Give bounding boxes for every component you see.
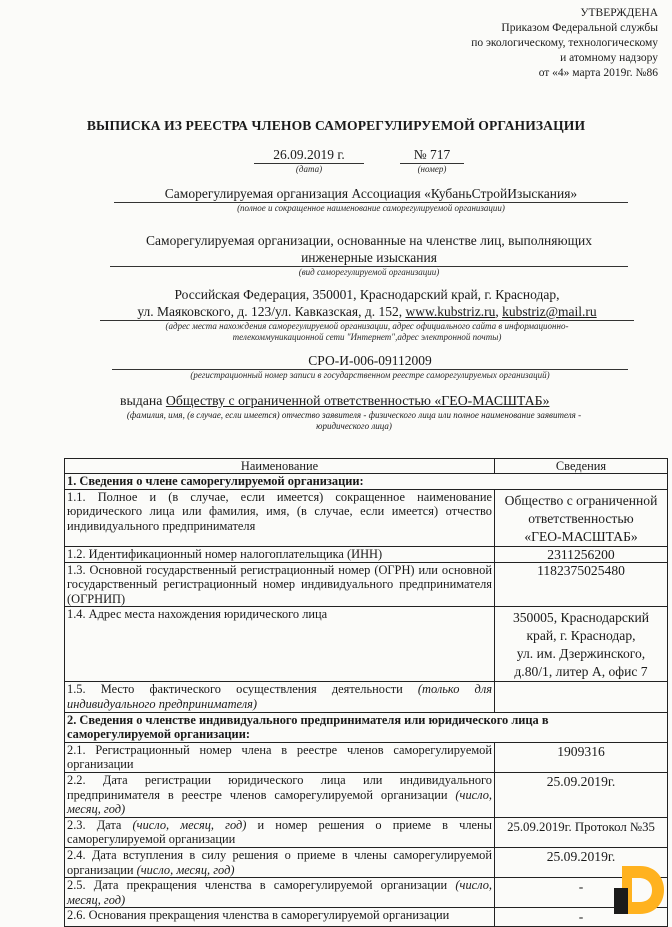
row-value-2-6: - <box>495 908 668 927</box>
document-title: ВЫПИСКА ИЗ РЕЕСТРА ЧЛЕНОВ САМОРЕГУЛИРУЕМОЙ ОРГАНИЗАЦИИ <box>86 118 586 133</box>
registry-number-field <box>112 352 628 381</box>
org-address-street: ул. Маяковского, д. 123/ул. Кавказская, д. 152, <box>137 304 403 319</box>
row-label-text: 2.5. Дата прекращения членства в саморегулируемой организации <box>67 878 448 893</box>
org-name: Саморегулируемая организация Ассоциация «КубаньСтройИзыскания» <box>114 185 628 203</box>
row-label-text: и номер решения о приеме в члены саморегулируемой организации <box>67 817 492 847</box>
row-label-2-4 <box>65 847 495 877</box>
row-value-1-4 <box>495 607 668 682</box>
row-label-note: (число, месяц, год) <box>132 817 247 832</box>
table-row <box>65 772 668 817</box>
member-info-table <box>64 458 668 927</box>
date-field <box>254 146 364 175</box>
row-label-1-3: 1.3. Основной государственный регистрационный номер (ОГРН) или основной государственный регистрационный номер индивидуального предпринимателя (ОГРНИП) <box>65 562 495 607</box>
approval-line: УТВЕРЖДЕНА <box>580 7 658 19</box>
number-caption: (номер) <box>417 164 447 174</box>
table-row <box>65 878 668 908</box>
row-label-text: 2.4. Дата вступления в силу решения о приеме в члены саморегулируемой организации <box>67 847 492 877</box>
row-label-1-5 <box>65 682 495 712</box>
row-value-1-1 <box>495 489 668 546</box>
org-type-caption: (вид саморегулируемой организации) <box>298 267 440 277</box>
org-address-caption-2: телекоммуникационной сети "Интернет",адрес электронной почты) <box>232 332 502 342</box>
org-address-caption-1: (адрес места нахождения саморегулируемой организации, адрес официального сайта в информационно- <box>165 321 569 331</box>
org-name-field <box>114 185 628 214</box>
extract-number: № 717 <box>400 146 464 164</box>
approval-line: и атомному надзору <box>560 52 658 64</box>
row-label-2-2 <box>65 772 495 817</box>
row-label-1-1: 1.1. Полное и (в случае, если имеется) сокращенное наименование юридического лица или фамилия, имя, (в случае, если имеется) отчество индивидуального предпринимателя <box>65 489 495 546</box>
table-row <box>65 489 668 546</box>
row-label-2-5 <box>65 878 495 908</box>
issued-caption-line2: юридического лица) <box>316 421 392 431</box>
row-value-2-3: 25.09.2019г. Протокол №35 <box>495 817 668 847</box>
org-address-line1: Российская Федерация, 350001, Краснодарский край, г. Краснодар, <box>174 287 560 302</box>
column-header-info: Сведения <box>495 459 668 474</box>
table-row <box>65 817 668 847</box>
row-label-note: (число, месяц, год) <box>136 862 235 877</box>
value-line: ответственностью <box>528 510 634 526</box>
issued-prefix: выдана <box>120 393 163 408</box>
row-value-2-2: 25.09.2019г. <box>495 772 668 817</box>
approval-stamp <box>471 6 658 81</box>
approval-line: по экологическому, технологическому <box>471 37 658 49</box>
registry-number: СРО-И-006-09112009 <box>112 352 628 370</box>
row-value-2-1: 1909316 <box>495 742 668 772</box>
org-address-field <box>100 286 634 343</box>
org-name-caption: (полное и сокращенное наименование саморегулируемой организации) <box>237 203 505 213</box>
column-header-name: Наименование <box>65 459 495 474</box>
table-row <box>65 742 668 772</box>
org-type-line2: инженерные изыскания <box>110 249 628 267</box>
org-address-line2: ул. Маяковского, д. 123/ул. Кавказская, д. 152, www.kubstriz.ru, kubstriz@mail.ru <box>100 303 634 321</box>
orange-d-logo-icon <box>612 858 668 916</box>
issued-caption <box>86 410 622 432</box>
row-label-1-2: 1.2. Идентификационный номер налогоплательщика (ИНН) <box>65 546 495 562</box>
row-label-text: 1.5. Место фактического осуществления деятельности <box>67 682 403 697</box>
row-value-2-5: - <box>495 878 668 908</box>
row-label-1-4: 1.4. Адрес места нахождения юридического лица <box>65 607 495 682</box>
row-label-text: 2.3. Дата <box>67 817 122 832</box>
table-row <box>65 682 668 712</box>
row-value-1-2: 2311256200 <box>495 546 668 562</box>
number-field <box>400 146 464 175</box>
value-line: 350005, Краснодарский <box>512 610 650 626</box>
row-label-2-3 <box>65 817 495 847</box>
table-row <box>65 562 668 607</box>
org-email-link[interactable]: kubstriz@mail.ru <box>502 304 597 319</box>
org-type-line1: Саморегулируемая организации, основанные на членстве лиц, выполняющих <box>146 233 592 248</box>
row-value-1-5 <box>495 682 668 712</box>
row-value-2-4: 25.09.2019г. <box>495 847 668 877</box>
section-2-title: 2. Сведения о членстве индивидуального предпринимателя или юридического лица в саморегулируемой организации: <box>65 712 668 742</box>
value-line: Общество с ограниченной <box>504 492 658 508</box>
value-line: «ГЕО-МАСШТАБ» <box>524 528 638 544</box>
section-row <box>65 712 668 742</box>
row-label-note: (число, месяц, год) <box>67 787 492 817</box>
table-header-row <box>65 459 668 474</box>
issued-caption-line1: (фамилия, имя, (в случае, если имеется) отчество заявителя - физического лица или полное наименование заявителя - <box>126 410 582 420</box>
issued-company: Обществу с ограниченной ответственностью «ГЕО-МАСШТАБ» <box>165 393 550 408</box>
date-caption: (дата) <box>295 164 323 174</box>
org-website-link[interactable]: www.kubstriz.ru <box>405 304 496 319</box>
value-line: д.80/1, литер А, офис 7 <box>514 664 648 680</box>
extract-date: 26.09.2019 г. <box>254 146 364 164</box>
row-label-2-6: 2.6. Основания прекращения членства в саморегулируемой организации <box>65 908 495 927</box>
table-row <box>65 607 668 682</box>
row-label-2-1: 2.1. Регистрационный номер члена в реестре членов саморегулируемой организации <box>65 742 495 772</box>
approval-line: от «4» марта 2019г. №86 <box>538 67 658 79</box>
table-row <box>65 847 668 877</box>
table-row <box>65 908 668 927</box>
value-line: край, г. Краснодар, <box>526 628 636 644</box>
approval-line: Приказом Федеральной службы <box>501 22 658 34</box>
row-label-text: 2.2. Дата регистрации юридического лица или индивидуального предпринимателя в реестре членов саморегулируемой организации <box>67 772 492 802</box>
issued-to <box>120 392 549 410</box>
table-row <box>65 546 668 562</box>
row-label-note: (число, месяц, год) <box>67 878 492 907</box>
org-type-field <box>110 232 628 278</box>
section-row <box>65 474 668 490</box>
value-line: ул. им. Дзержинского, <box>516 646 646 662</box>
row-label-note: (только для индивидуального предпринимателя) <box>67 682 492 711</box>
registry-number-caption: (регистрационный номер записи в государственном реестре саморегулируемых организаций) <box>190 370 550 380</box>
row-value-1-3: 1182375025480 <box>495 562 668 607</box>
section-1-title: 1. Сведения о члене саморегулируемой организации: <box>65 474 668 490</box>
